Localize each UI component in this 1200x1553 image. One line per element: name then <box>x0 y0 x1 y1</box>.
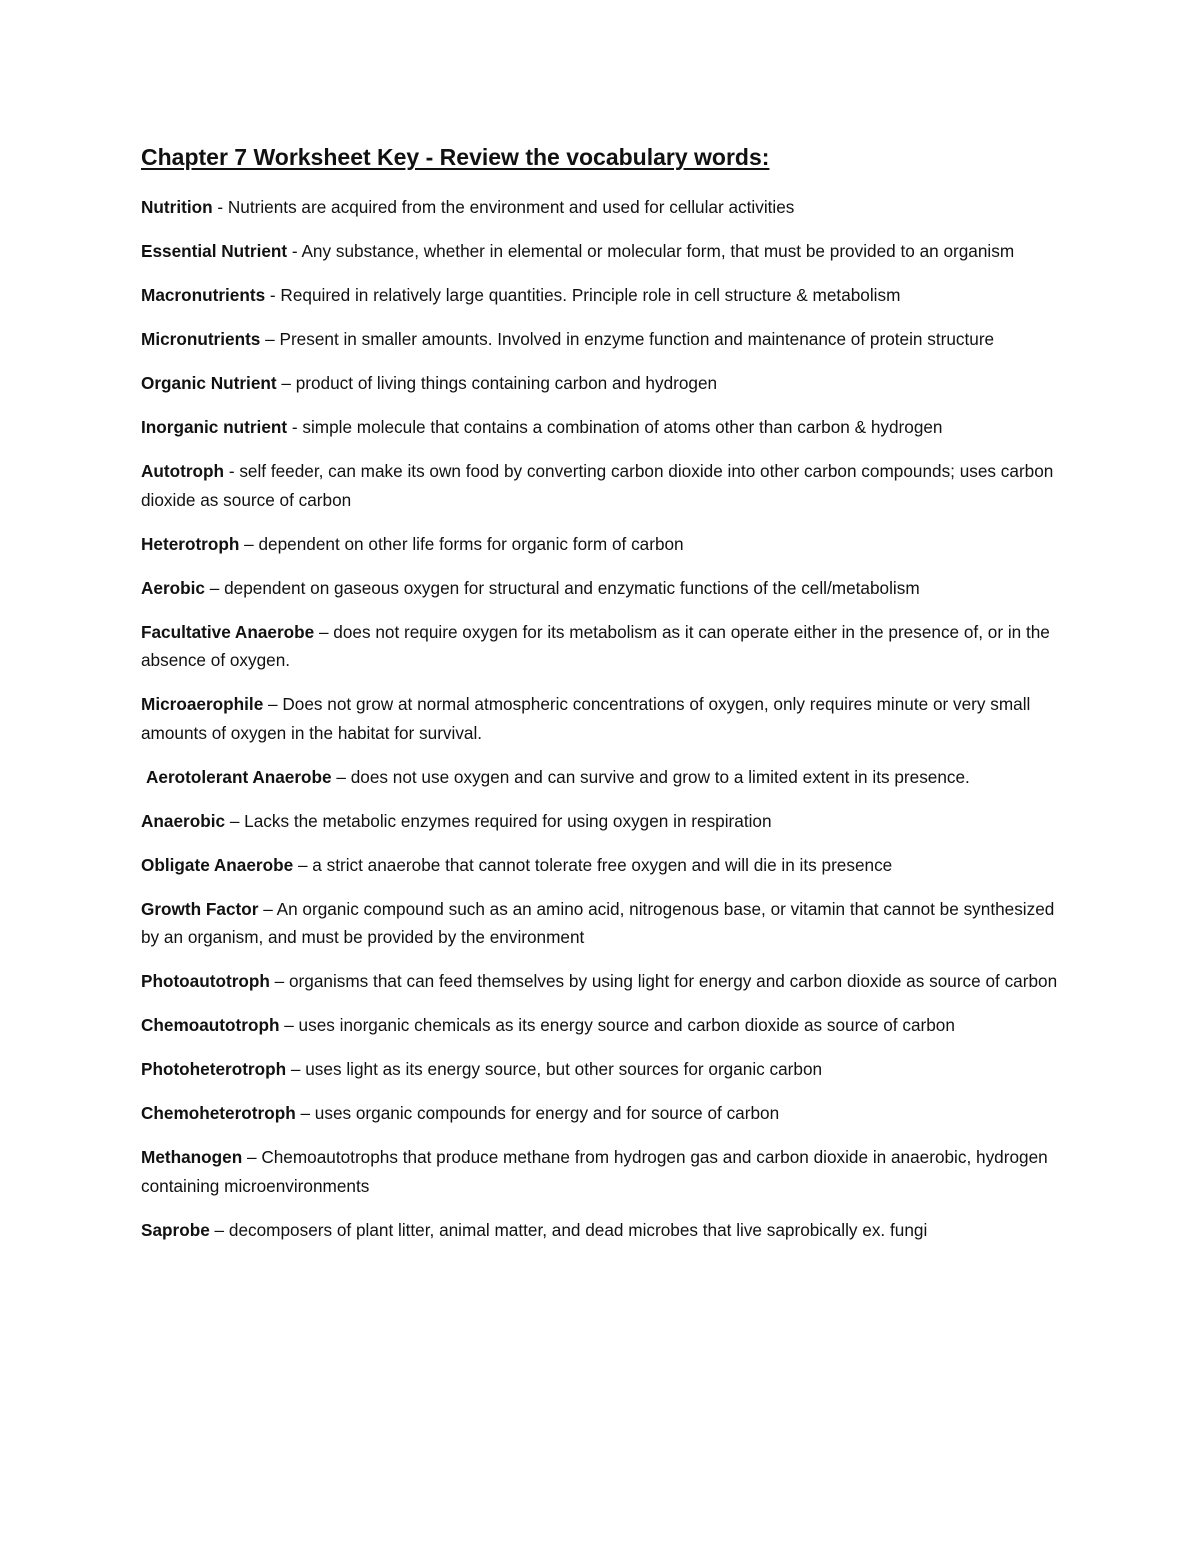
vocab-definition: – uses light as its energy source, but other sources for organic carbon <box>286 1059 823 1079</box>
vocab-entry-micronutrients <box>141 325 1071 354</box>
vocab-definition: – dependent on gaseous oxygen for structural and enzymatic functions of the cell/metabolism <box>205 577 920 598</box>
vocab-term: Heterotroph <box>141 533 240 554</box>
vocab-term: Aerotolerant Anaerobe <box>146 766 332 787</box>
vocab-term: Microaerophile <box>141 694 264 714</box>
vocab-entry-microaerophile <box>141 690 1071 747</box>
vocab-entry-autotroph <box>141 457 1071 514</box>
vocab-term: Aerobic <box>141 577 205 598</box>
vocab-entry-growth-factor <box>141 895 1071 952</box>
vocab-entry-macronutrients <box>141 281 1071 310</box>
vocab-term: Inorganic nutrient <box>141 417 288 437</box>
vocab-definition: – Chemoautotrophs that produce methane from hydrogen gas and carbon dioxide in anaerobic, hydrogen containing microenvironments <box>141 1147 1048 1196</box>
worksheet-page <box>141 140 1071 1260</box>
vocab-entry-anaerobic <box>141 807 1071 836</box>
vocab-term: Obligate Anaerobe <box>141 854 294 875</box>
vocab-definition: – An organic compound such as an amino acid, nitrogenous base, or vitamin that cannot be synthesized by an organism, and must be provided by the environment <box>141 898 1055 947</box>
vocab-term: Essential Nutrient <box>141 241 288 261</box>
vocab-definition: – dependent on other life forms for organic form of carbon <box>239 533 684 554</box>
vocab-entry-nutrition <box>141 193 1071 222</box>
vocab-term: Photoautotroph <box>141 971 270 991</box>
vocab-entry-photoautotroph <box>141 967 1071 996</box>
vocab-definition: – Lacks the metabolic enzymes required for using oxygen in respiration <box>225 810 772 831</box>
vocab-term: Autotroph <box>141 461 225 481</box>
vocab-term: Chemoautotroph <box>141 1015 280 1035</box>
vocab-entry-aerotolerant-anaerobe <box>141 763 1071 792</box>
vocab-entry-obligate-anaerobe <box>141 851 1071 880</box>
vocab-term: Chemoheterotroph <box>141 1103 296 1123</box>
vocab-definition: – a strict anaerobe that cannot tolerate free oxygen and will die in its presence <box>293 854 893 875</box>
vocab-entry-organic-nutrient <box>141 369 1071 398</box>
vocab-definition: - self feeder, can make its own food by converting carbon dioxide into other carbon compounds; uses carbon dioxide as source of carbon <box>141 461 1054 510</box>
vocab-term: Growth Factor <box>141 898 259 919</box>
vocab-definition: – does not use oxygen and can survive and grow to a limited extent in its presence. <box>331 766 970 787</box>
vocab-definition: – does not require oxygen for its metabolism as it can operate either in the presence of, or in the absence of oxygen. <box>141 621 1050 670</box>
vocab-definition: – Present in smaller amounts. Involved in enzyme function and maintenance of protein structure <box>260 329 995 349</box>
vocab-entry-heterotroph <box>141 530 1071 559</box>
vocab-entry-aerobic <box>141 574 1071 603</box>
vocab-term: Methanogen <box>141 1147 243 1167</box>
vocab-entry-essential-nutrient <box>141 237 1071 266</box>
vocab-definition: - simple molecule that contains a combination of atoms other than carbon & hydrogen <box>287 417 943 437</box>
vocab-term: Saprobe <box>141 1219 210 1240</box>
vocab-definition: – uses inorganic chemicals as its energy source and carbon dioxide as source of carbon <box>279 1015 955 1035</box>
vocab-term: Facultative Anaerobe <box>141 621 315 642</box>
vocab-definition: – uses organic compounds for energy and for source of carbon <box>295 1103 780 1123</box>
vocab-entry-chemoheterotroph <box>141 1099 1071 1128</box>
vocab-entry-methanogen <box>141 1143 1071 1200</box>
vocab-term: Photoheterotroph <box>141 1059 287 1079</box>
vocab-entry-photoheterotroph <box>141 1055 1071 1084</box>
vocab-term: Micronutrients <box>141 329 261 349</box>
vocab-definition: - Any substance, whether in elemental or molecular form, that must be provided to an organism <box>287 241 1015 261</box>
vocab-definition: – decomposers of plant litter, animal matter, and dead microbes that live saprobically ex. fungi <box>209 1219 928 1240</box>
vocab-term: Macronutrients <box>141 285 266 305</box>
vocab-definition: – Does not grow at normal atmospheric concentrations of oxygen, only requires minute or very small amounts of oxygen in the habitat for survival. <box>141 694 1031 743</box>
vocab-term: Nutrition <box>141 197 213 217</box>
vocabulary-list <box>141 193 1071 1244</box>
vocab-definition: - Nutrients are acquired from the environment and used for cellular activities <box>212 197 795 217</box>
vocab-definition: - Required in relatively large quantities. Principle role in cell structure & metabolism <box>265 285 901 305</box>
page-title: Chapter 7 Worksheet Key - Review the vocabulary words: <box>141 144 770 170</box>
vocab-entry-inorganic-nutrient <box>141 413 1071 442</box>
vocab-entry-facultative-anaerobe <box>141 618 1071 675</box>
vocab-term: Anaerobic <box>141 810 226 831</box>
vocab-entry-saprobe <box>141 1216 1071 1245</box>
vocab-definition: – organisms that can feed themselves by using light for energy and carbon dioxide as source of carbon <box>269 971 1058 991</box>
vocab-definition: – product of living things containing carbon and hydrogen <box>276 373 718 393</box>
vocab-entry-chemoautotroph <box>141 1011 1071 1040</box>
vocab-term: Organic Nutrient <box>141 373 277 393</box>
